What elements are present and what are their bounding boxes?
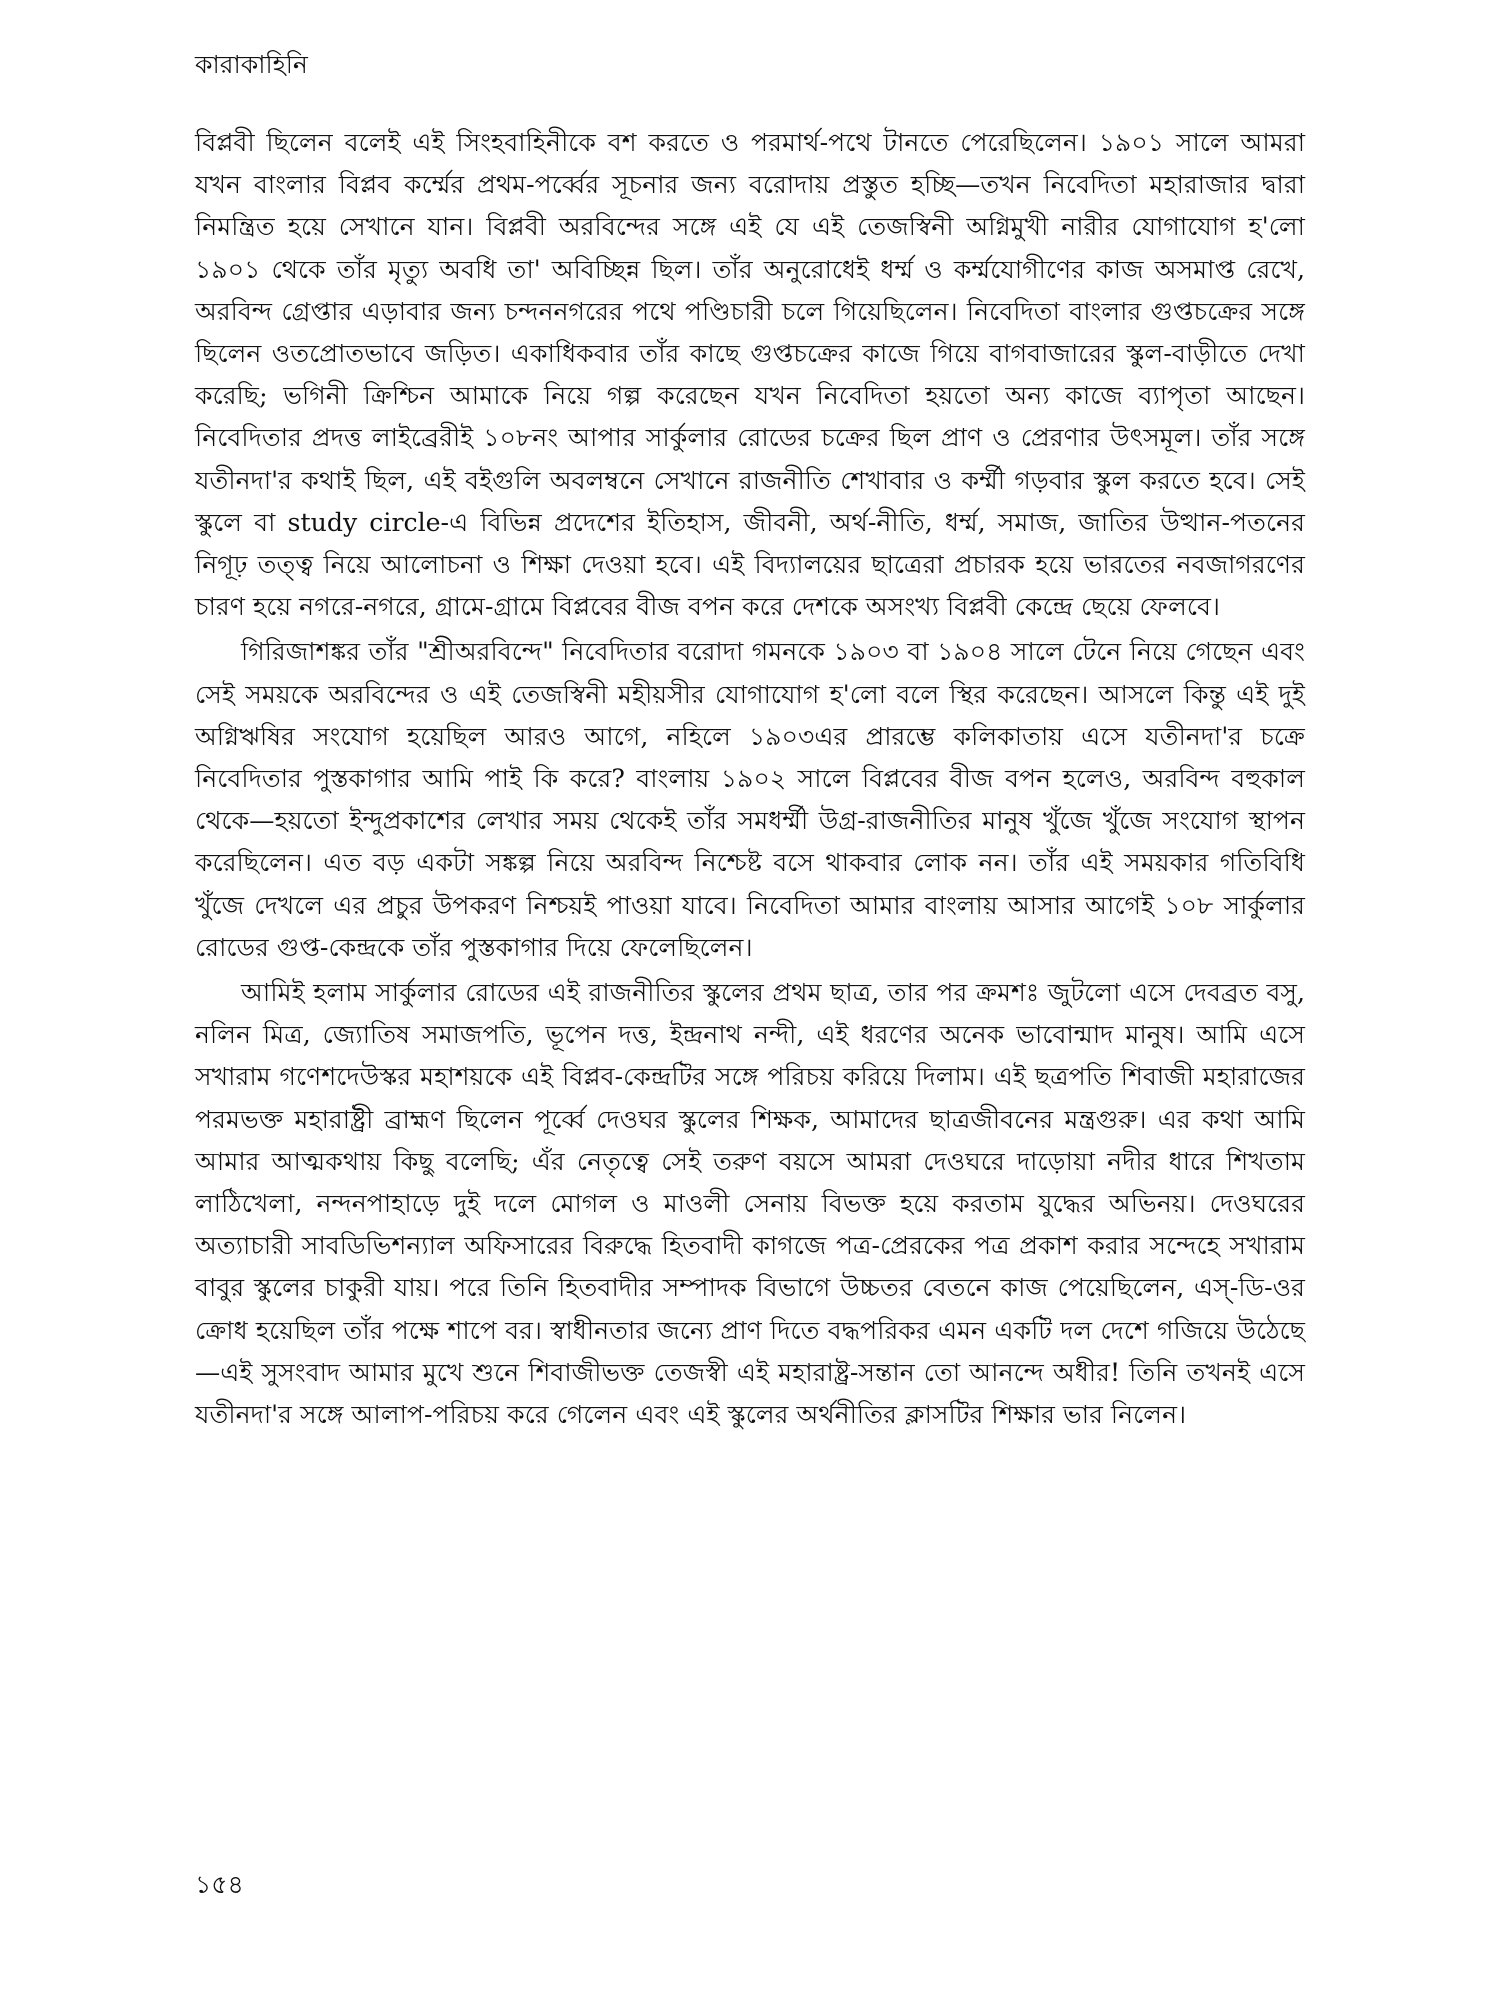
page-body [195, 122, 1305, 1436]
page-number: ১৫৪ [195, 1870, 244, 1899]
running-title: কারাকাহিনি [195, 50, 308, 79]
paragraph: বিপ্লবী ছিলেন বলেই এই সিংহবাহিনীকে বশ করতে ও পরমার্থ-পথে টানতে পেরেছিলেন। ১৯০১ সালে আমরা যখন বাংলার বিপ্লব কর্ম্মের প্রথম-পর্ব্বের সূচনার জন্য বরোদায় প্রস্তুত হচ্ছি—তখন নিবেদিতা মহারাজার দ্বারা নিমন্ত্রিত হয়ে সেখানে যান। বিপ্লবী অরবিন্দের সঙ্গে এই যে এই তেজস্বিনী অগ্নিমুখী নারীর যোগাযোগ হ'লো ১৯০১ থেকে তাঁর মৃত্যু অবধি তা' অবিচ্ছিন্ন ছিল। তাঁর অনুরোধেই ধর্ম্ম ও কর্ম্মযোগীণের কাজ অসমাপ্ত রেখে, অরবিন্দ গ্রেপ্তার এড়াবার জন্য চন্দননগরের পথে পণ্ডিচারী চলে গিয়েছিলেন। নিবেদিতা বাংলার গুপ্তচক্রের সঙ্গে ছিলেন ওতপ্রোতভাবে জড়িত। একাধিকবার তাঁর কাছে গুপ্তচক্রের কাজে গিয়ে বাগবাজারের স্কুল-বাড়ীতে দেখা করেছি; ভগিনী ক্রিশ্চিন আমাকে নিয়ে গল্প করেছেন যখন নিবেদিতা হয়তো অন্য কাজে ব্যাপৃতা আছেন। নিবেদিতার প্রদত্ত লাইব্রেরীই ১০৮নং আপার সার্কুলার রোডের চক্রের ছিল প্রাণ ও প্রেরণার উৎসমূল। তাঁর সঙ্গে যতীনদা'র কথাই ছিল, এই বইগুলি অবলম্বনে সেখানে রাজনীতি শেখাবার ও কর্ম্মী গড়বার স্কুল করতে হবে। সেই স্কুলে বা study circle-এ বিভিন্ন প্রদেশের ইতিহাস, জীবনী, অর্থ-নীতি, ধর্ম্ম, সমাজ, জাতির উত্থান-পতনের নিগূঢ় তত্ত্ব নিয়ে আলোচনা ও শিক্ষা দেওয়া হবে। এই বিদ্যালয়ের ছাত্রেরা প্রচারক হয়ে ভারতের নবজাগরণের চারণ হয়ে নগরে-নগরে, গ্রামে-গ্রামে বিপ্লবের বীজ বপন করে দেশকে অসংখ্য বিপ্লবী কেন্দ্রে ছেয়ে ফেলবে। [195, 128, 1305, 622]
paragraph: আমিই হলাম সার্কুলার রোডের এই রাজনীতির স্কুলের প্রথম ছাত্র, তার পর ক্রমশঃ জুটলো এসে দেবব্রত বসু, নলিন মিত্র, জ্যোতিষ সমাজপতি, ভূপেন দত্ত, ইন্দ্রনাথ নন্দী, এই ধরণের অনেক ভাবোন্মাদ মানুষ। আমি এসে সখারাম গণেশদেউস্কর মহাশয়কে এই বিপ্লব-কেন্দ্রটির সঙ্গে পরিচয় করিয়ে দিলাম। এই ছত্রপতি শিবাজী মহারাজের পরমভক্ত মহারাষ্ট্রী ব্রাহ্মণ ছিলেন পূর্ব্বে দেওঘর স্কুলের শিক্ষক, আমাদের ছাত্রজীবনের মন্ত্রগুরু। এর কথা আমি আমার আত্মকথায় কিছু বলেছি; এঁর নেতৃত্বে সেই তরুণ বয়সে আমরা দেওঘরে দাড়োয়া নদীর ধারে শিখতাম লাঠিখেলা, নন্দনপাহাড়ে দুই দলে মোগল ও মাওলী সেনায় বিভক্ত হয়ে করতাম যুদ্ধের অভিনয়। দেওঘরের অত্যাচারী সাবডিভিশন্যাল অফিসারের বিরুদ্ধে হিতবাদী কাগজে পত্র-প্রেরকের পত্র প্রকাশ করার সন্দেহে সখারাম বাবুর স্কুলের চাকুরী যায়। পরে তিনি হিতবাদীর সম্পাদক বিভাগে উচ্চতর বেতনে কাজ পেয়েছিলেন, এস্-ডি-ওর ক্রোধ হয়েছিল তাঁর পক্ষে শাপে বর। স্বাধীনতার জন্যে প্রাণ দিতে বদ্ধপরিকর এমন একটি দল দেশে গজিয়ে উঠেছে—এই সুসংবাদ আমার মুখে শুনে শিবাজীভক্ত তেজস্বী এই মহারাষ্ট্র-সন্তান তো আনন্দে অধীর! তিনি তখনই এসে যতীনদা'র সঙ্গে আলাপ-পরিচয় করে গেলেন এবং এই স্কুলের অর্থনীতির ক্লাসটির শিক্ষার ভার নিলেন। [195, 978, 1305, 1430]
paragraph: গিরিজাশঙ্কর তাঁর "শ্রীঅরবিন্দে" নিবেদিতার বরোদা গমনকে ১৯০৩ বা ১৯০৪ সালে টেনে নিয়ে গেছেন এবং সেই সময়কে অরবিন্দের ও এই তেজস্বিনী মহীয়সীর যোগাযোগ হ'লো বলে স্থির করেছেন। আসলে কিন্তু এই দুই অগ্নিঋষির সংযোগ হয়েছিল আরও আগে, নহিলে ১৯০৩এর প্রারম্ভে কলিকাতায় এসে যতীনদা'র চক্রে নিবেদিতার পুস্তকাগার আমি পাই কি করে? বাংলায় ১৯০২ সালে বিপ্লবের বীজ বপন হলেও, অরবিন্দ বহুকাল থেকে—হয়তো ইন্দুপ্রকাশের লেখার সময় থেকেই তাঁর সমধর্ম্মী উগ্র-রাজনীতির মানুষ খুঁজে খুঁজে সংযোগ স্থাপন করেছিলেন। এত বড় একটা সঙ্কল্প নিয়ে অরবিন্দ নিশ্চেষ্ট বসে থাকবার লোক নন। তাঁর এই সময়কার গতিবিধি খুঁজে দেখলে এর প্রচুর উপকরণ নিশ্চয়ই পাওয়া যাবে। নিবেদিতা আমার বাংলায় আসার আগেই ১০৮ সার্কুলার রোডের গুপ্ত-কেন্দ্রকে তাঁর পুস্তকাগার দিয়ে ফেলেছিলেন। [195, 637, 1305, 962]
